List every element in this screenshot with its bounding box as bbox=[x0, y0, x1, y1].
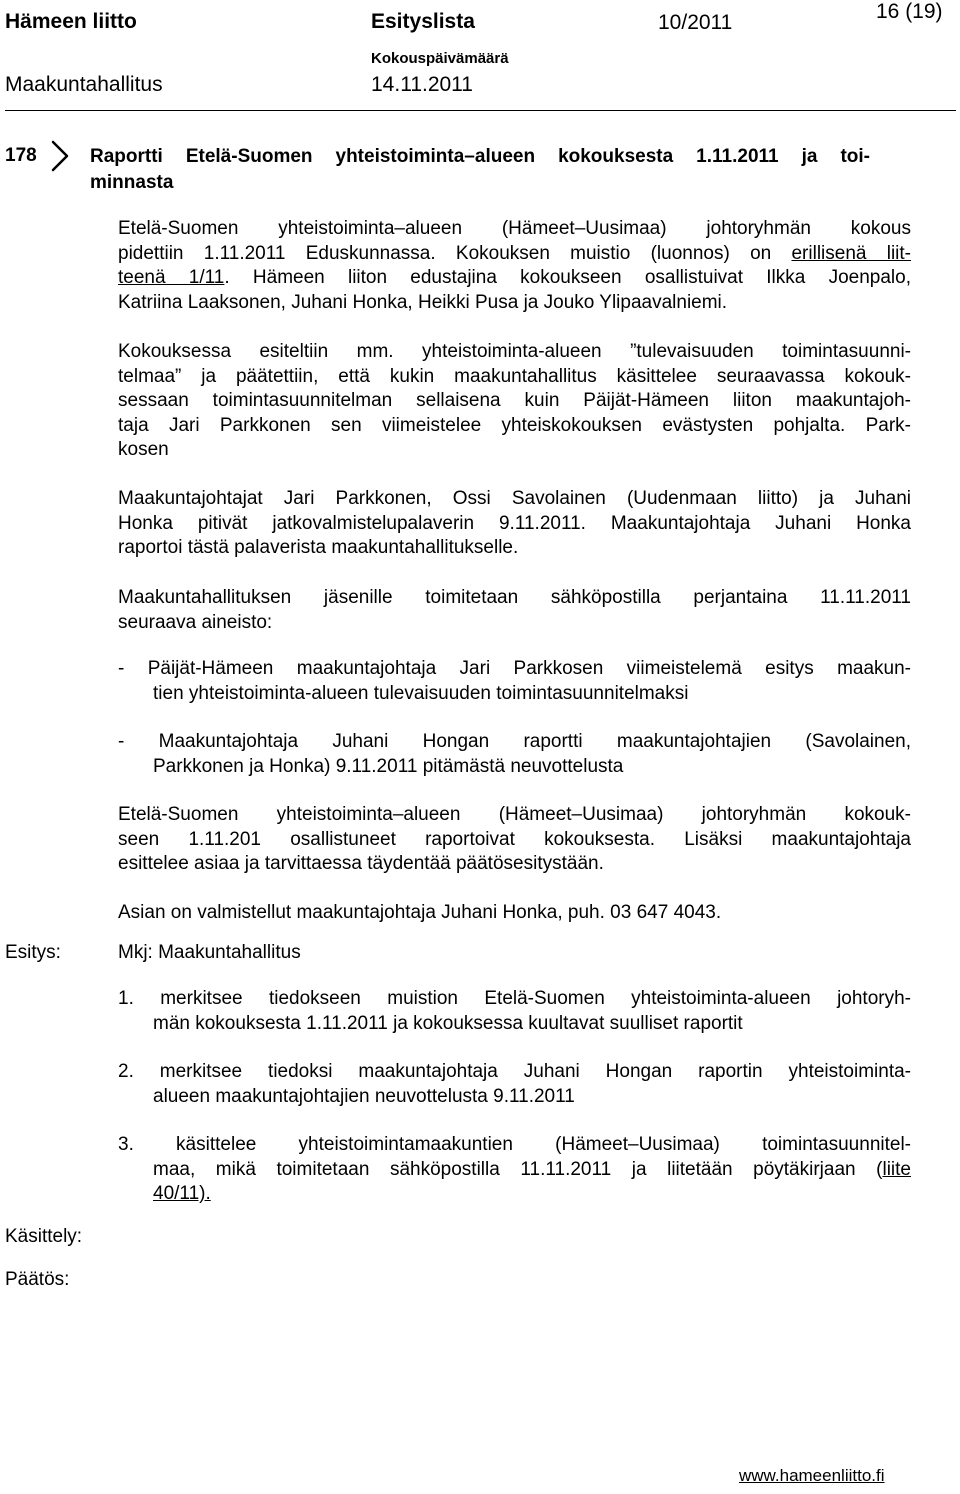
text-fragment: maa, mikä toimitetaan sähköpostilla 11.11.2011 ja liitetään pöytäkirjaan ( bbox=[153, 1158, 883, 1180]
text-line: Maakuntahallituksen jäsenille toimitetaan sähköpostilla perjantaina 11.11.2011 bbox=[118, 587, 911, 608]
text-line: 2. merkitsee tiedoksi maakuntajohtaja Juhani Hongan raportin yhteistoiminta- bbox=[118, 1061, 911, 1082]
handling-label: Käsittely: bbox=[5, 1226, 83, 1247]
preparer-paragraph bbox=[118, 901, 911, 926]
text-line: raportoi tästä palaverista maakuntahallitukselle. bbox=[118, 537, 519, 558]
proposal-item bbox=[118, 1133, 911, 1207]
text-line: sessaan toimintasuunnitelman sellaisena kuin Päijät-Hämeen liiton maakuntajoh- bbox=[118, 390, 911, 411]
org-name: Hämeen liitto bbox=[5, 10, 137, 33]
text-line: - Maakuntajohtaja Juhani Hongan raportti maakuntajohtajien (Savolainen, bbox=[118, 731, 911, 752]
item-title bbox=[90, 144, 870, 196]
proposal-item bbox=[118, 987, 911, 1036]
attachment-link[interactable]: liite bbox=[882, 1158, 911, 1180]
list-item bbox=[118, 657, 911, 706]
text-line: alueen maakuntajohtajien neuvottelusta 9.11.2011 bbox=[153, 1085, 575, 1107]
meeting-body: Maakuntahallitus bbox=[5, 73, 163, 96]
text-line: Parkkonen ja Honka) 9.11.2011 pitämästä neuvottelusta bbox=[153, 755, 624, 777]
text-line: taja Jari Parkkonen sen viimeistelee yhteiskokouksen evästysten pohjalta. Park- bbox=[118, 414, 911, 436]
text-line bbox=[118, 242, 911, 267]
text-line: Etelä-Suomen yhteistoiminta–alueen (Hämeet–Uusimaa) johtoryhmän kokouk- bbox=[118, 804, 911, 825]
text-line: Kokouksessa esiteltiin mm. yhteistoiminta-alueen ”tulevaisuuden toimintasuunni- bbox=[118, 341, 911, 362]
section-sign-icon bbox=[45, 140, 75, 172]
attachment-link[interactable]: teenä 1/11 bbox=[118, 267, 225, 288]
presentation-paragraph bbox=[118, 340, 911, 463]
header-divider bbox=[5, 110, 956, 111]
issue-number: 10/2011 bbox=[658, 11, 733, 34]
text-fragment: . Hämeen liiton edustajina kokoukseen osallistuivat Ilkka Joenpalo, bbox=[224, 267, 911, 288]
item-number: 178 bbox=[5, 145, 37, 166]
text-line: kosen bbox=[118, 439, 169, 460]
text-line: - Päijät-Hämeen maakuntajohtaja Jari Parkkosen viimeistelemä esitys maakun- bbox=[118, 658, 911, 679]
text-line bbox=[118, 266, 911, 291]
attachment-link[interactable]: erillisenä liit- bbox=[791, 242, 911, 264]
text-line: esittelee asiaa ja tarvittaessa täydentää päätösesitystään. bbox=[118, 853, 604, 874]
text-fragment: pidettiin 1.11.2011 Eduskunnassa. Kokouksen muistio (luonnos) on bbox=[118, 242, 772, 264]
proposal-item bbox=[118, 1060, 911, 1109]
report-paragraph bbox=[118, 803, 911, 877]
text-line: 3. käsittelee yhteistoimintamaakuntien (Hämeet–Uusimaa) toimintasuunnitel- bbox=[118, 1134, 911, 1155]
meeting-paragraph bbox=[118, 487, 911, 561]
text-line: Asian on valmistellut maakuntajohtaja Juhani Honka, puh. 03 647 4043. bbox=[118, 902, 722, 923]
text-line: seen 1.11.201 osallistuneet raportoivat kokouksesta. Lisäksi maakuntajohtaja bbox=[118, 828, 911, 850]
materials-paragraph bbox=[118, 586, 911, 635]
text-line: män kokouksesta 1.11.2011 ja kokouksessa kuultavat suulliset raportit bbox=[153, 1012, 743, 1034]
proposal-label: Esitys: bbox=[5, 942, 61, 963]
text-line: Honka pitivät jatkovalmistelupalaverin 9.11.2011. Maakuntajohtaja Juhani Honka bbox=[118, 512, 911, 534]
text-line: Etelä-Suomen yhteistoiminta–alueen (Hämeet–Uusimaa) johtoryhmän kokous bbox=[118, 218, 911, 239]
text-line: 1. merkitsee tiedokseen muistion Etelä-Suomen yhteistoiminta-alueen johtoryh- bbox=[118, 988, 911, 1009]
item-title-line: Raportti Etelä-Suomen yhteistoiminta–alueen kokouksesta 1.11.2011 ja toi- bbox=[90, 146, 870, 167]
list-item bbox=[118, 730, 911, 779]
page-number: 16 (19) bbox=[876, 0, 943, 23]
website-link[interactable]: www.hameenliitto.fi bbox=[739, 1466, 885, 1485]
text-line: telmaa” ja päätettiin, että kukin maakuntahallitus käsittelee seuraavassa kokouk- bbox=[118, 365, 911, 387]
item-title-line: minnasta bbox=[90, 172, 174, 193]
text-line bbox=[118, 1182, 911, 1207]
document-type: Esityslista bbox=[371, 10, 475, 33]
text-line: seuraava aineisto: bbox=[118, 611, 273, 633]
text-line: tien yhteistoiminta-alueen tulevaisuuden toimintasuunnitelmaksi bbox=[153, 682, 689, 704]
text-line bbox=[118, 1158, 911, 1183]
attachment-link[interactable]: 40/11). bbox=[153, 1183, 211, 1204]
decision-label: Päätös: bbox=[5, 1269, 70, 1290]
proposal-presenter: Mkj: Maakuntahallitus bbox=[118, 942, 301, 963]
intro-paragraph bbox=[118, 217, 911, 315]
meeting-date-label: Kokouspäivämäärä bbox=[371, 50, 509, 67]
text-line: Katriina Laaksonen, Juhani Honka, Heikki Pusa ja Jouko Ylipaavalniemi. bbox=[118, 291, 728, 313]
text-line: Maakuntajohtajat Jari Parkkonen, Ossi Savolainen (Uudenmaan liitto) ja Juhani bbox=[118, 488, 911, 509]
meeting-date: 14.11.2011 bbox=[371, 73, 473, 96]
